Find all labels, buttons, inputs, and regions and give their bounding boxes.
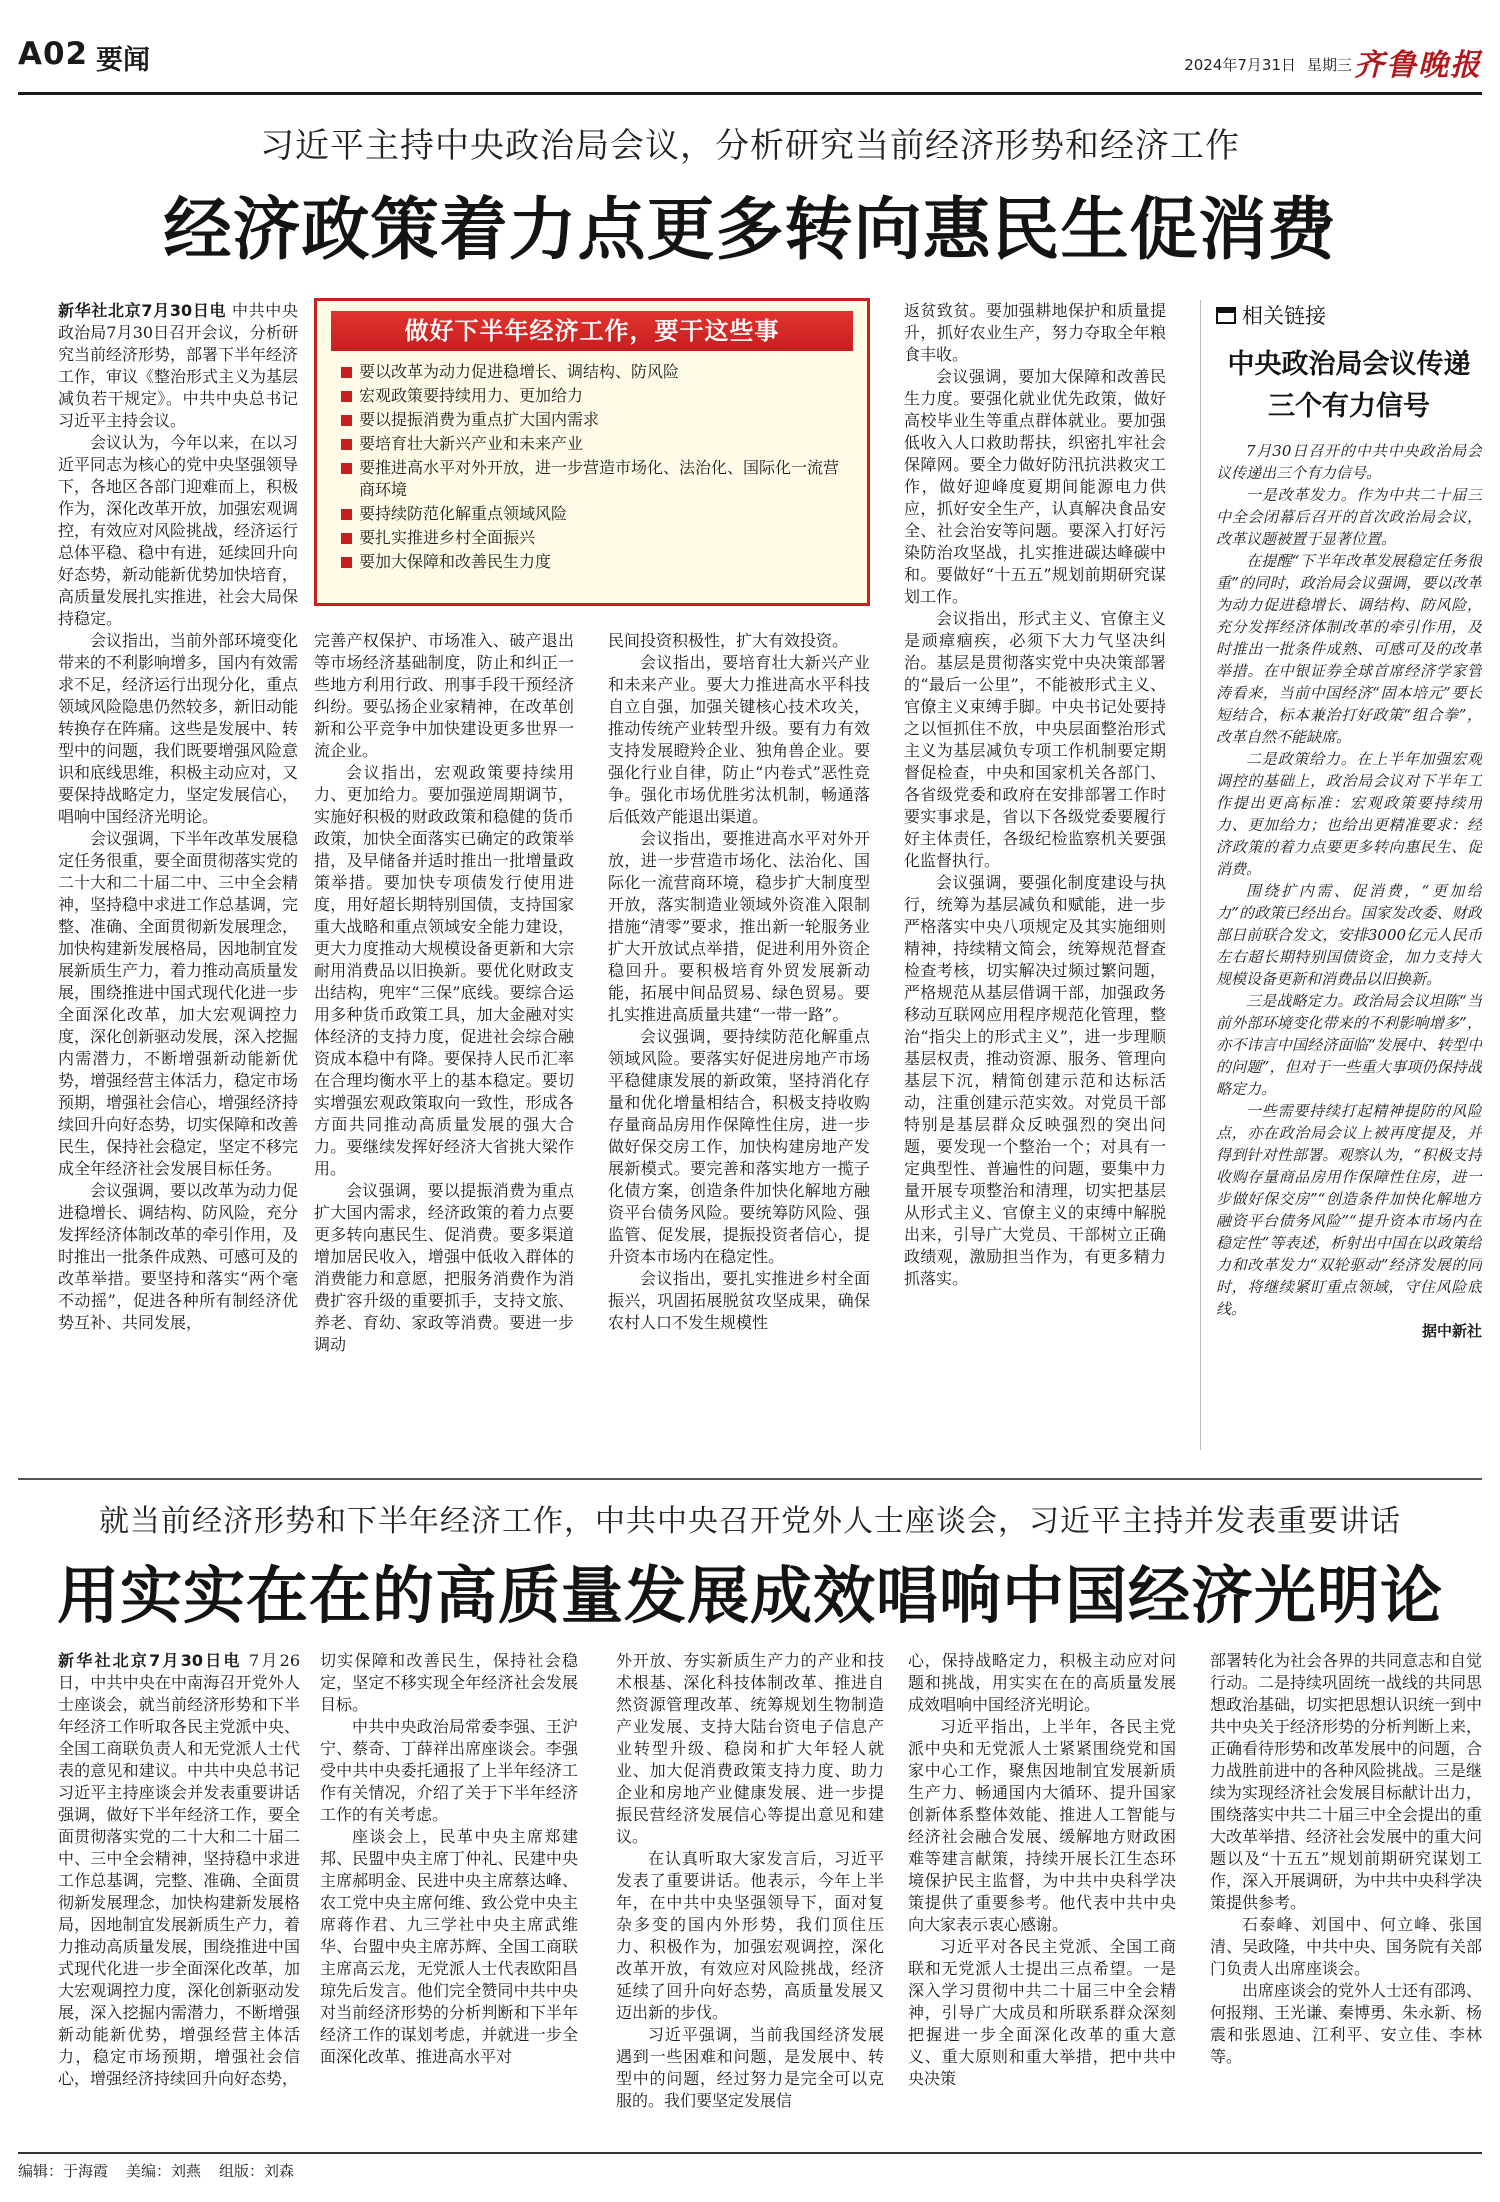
square-bullet-icon xyxy=(341,367,352,378)
key-task-item: 要加大保障和改善民生力度 xyxy=(341,551,853,573)
story2-paragraph: 习近平对各民主党派、全国工商联和无党派人士提出三点希望。一是深入学习贯彻中共二十届三中全会精神，引导广大成员和所联系群众深刻把握进一步全面深化改革的重大意义、重大原则和重大举措，把中共中央决策 xyxy=(908,1937,1176,2088)
related-link-body xyxy=(1216,440,1482,1450)
story2-paragraph: 切实保障和改善民生，保持社会稳定，坚定不移实现全年经济社会发展目标。 xyxy=(320,1651,578,1714)
key-task-item: 要扎实推进乡村全面振兴 xyxy=(341,527,853,549)
story2-paragraph: 在认真听取大家发言后，习近平发表了重要讲话。他表示，今年上半年，在中共中央坚强领导下，面对复杂多变的国内外形势，我们顶住压力、积极作为，加强宏观调控，深化改革开放，有效应对风险挑战，经济延续了回升向好态势，高质量发展又迈出新的步伐。 xyxy=(616,1849,884,2022)
story1-column-4 xyxy=(904,300,1166,1450)
story2-paragraph: 石泰峰、刘国中、何立峰、张国清、吴政隆，中共中央、国务院有关部门负责人出席座谈会。 xyxy=(1210,1915,1482,1978)
story2-column-1 xyxy=(58,1650,300,2146)
story2-paragraph: 心，保持战略定力，积极主动应对问题和挑战，用实实在在的高质量发展成效唱响中国经济光明论。 xyxy=(908,1651,1176,1714)
story1-paragraph: 完善产权保护、市场准入、破产退出等市场经济基础制度，防止和纠正一些地方利用行政、刑事手段干预经济纠纷。要弘扬企业家精神，在改革创新和公平竞争中加快建设更多世界一流企业。 xyxy=(314,631,574,760)
story2-paragraph: 习近平强调，当前我国经济发展遇到一些困难和问题，是发展中、转型中的问题，经过努力是完全可以克服的。我们要坚定发展信 xyxy=(616,2025,884,2110)
related-link-sidebar xyxy=(1216,300,1482,1460)
story1-paragraph: 会议指出，当前外部环境变化带来的不利影响增多，国内有效需求不足，经济运行出现分化，重点领域风险隐患仍然较多，新旧动能转换存在阵痛。这些是发展中、转型中的问题，我们既要增强风险意识和底线思维，积极主动应对，又要保持战略定力，坚定发展信心，唱响中国经济光明论。 xyxy=(58,631,298,826)
square-bullet-icon xyxy=(341,391,352,402)
story1-paragraph: 会议强调，要持续防范化解重点领域风险。要落实好促进房地产市场平稳健康发展的新政策，坚持消化存量和优化增量相结合，积极支持收购存量商品房用作保障性住房，进一步做好保交房工作，加快构建房地产发展新模式。要完善和落实地方一揽子化债方案，创造条件加快化解地方融资平台债务风险。要统筹防风险、强监管、促发展，提振投资者信心，提升资本市场内在稳定性。 xyxy=(608,1027,870,1266)
sidebar-paragraph: 一些需要持续打起精神提防的风险点，亦在政治局会议上被再度提及，并得到针对性部署。观察认为，“积极支持收购存量商品房用作保障性住房，进一步做好保交房”“创造条件加快化解地方融资平台债务风险”“提升资本市场内在稳定性”等表述，析射出中国在以政策给力和改革发力“双轮驱动”经济发展的同时，将继续紧盯重点领域，守住风险底线。 xyxy=(1216,1102,1482,1318)
story2-column-3 xyxy=(616,1650,884,2146)
square-bullet-icon xyxy=(341,509,352,520)
page-number: A02 xyxy=(18,36,89,72)
key-task-item: 要培育壮大新兴产业和未来产业 xyxy=(341,433,853,455)
story1-paragraph: 会议强调，要以提振消费为重点扩大国内需求，经济政策的着力点要更多转向惠民生、促消费。要多渠道增加居民收入，增强中低收入群体的消费能力和意愿，把服务消费作为消费扩容升级的重要抓手，支持文旅、养老、育幼、家政等消费。要进一步调动 xyxy=(314,1181,574,1354)
square-bullet-icon xyxy=(341,415,352,426)
square-bullet-icon xyxy=(341,439,352,450)
footer-rule xyxy=(18,2152,1482,2154)
story1-paragraph: 会议指出，形式主义、官僚主义是顽瘴痼疾，必须下大力气坚决纠治。基层是贯彻落实党中央决策部署的“最后一公里”，不能被形式主义、官僚主义束缚手脚。中央书记处要持之以恒抓住不放，中央层面整治形式主义为基层减负专项工作机制要定期督促检查，中央和国家机关各部门、各省级党委和政府在安排部署工作时要实事求是，省以下各级党委要履行好主体责任，各级纪检监察机关要强化监督执行。 xyxy=(904,609,1166,870)
key-task-item: 要持续防范化解重点领域风险 xyxy=(341,503,853,525)
key-task-item: 要以改革为动力促进稳增长、调结构、防风险 xyxy=(341,361,853,383)
story1-paragraph: 会议强调，下半年改革发展稳定任务很重，要全面贯彻落实党的二十大和二十届二中、三中全会精神，坚持稳中求进工作总基调，完整、准确、全面贯彻新发展理念，加快构建新发展格局，因地制宜发展新质生产力，着力推动高质量发展，围绕推进中国式现代化进一步全面深化改革，加大宏观调控力度，深化创新驱动发展，深入挖掘内需潜力，不断增强新动能新优势，增强经营主体活力，稳定市场预期，增强社会信心，增强经济持续回升向好态势，切实保障和改善民生，保持社会稳定，坚定不移完成全年经济社会发展目标任务。 xyxy=(58,829,298,1178)
story2-paragraph: 座谈会上，民革中央主席郑建邦、民盟中央主席丁仲礼、民建中央主席郝明金、民进中央主席蔡达峰、农工党中央主席何维、致公党中央主席蒋作君、九三学社中央主席武维华、台盟中央主席苏辉、全国工商联主席高云龙，无党派人士代表欧阳昌琼先后发言。他们完全赞同中共中央对当前经济形势的分析判断和下半年经济工作的谋划考虑，并就进一步全面深化改革、推进高水平对 xyxy=(320,1827,578,2066)
key-tasks-title: 做好下半年经济工作，要干这些事 xyxy=(331,311,853,351)
story2-paragraph: 外开放、夯实新质生产力的产业和技术根基、深化科技体制改革、推进自然资源管理改革、统筹规划生物制造产业发展、支持大陆台资电子信息产业转型升级、稳岗和扩大年轻人就业、加大促消费政策支持力度、助力企业和房地产业健康发展、进一步提振民营经济发展信心等提出意见和建议。 xyxy=(616,1651,884,1846)
key-task-item: 要以提振消费为重点扩大国内需求 xyxy=(341,409,853,431)
story1-column-2 xyxy=(314,630,574,1450)
story1-paragraph: 会议强调，要以改革为动力促进稳增长、调结构、防风险，充分发挥经济体制改革的牵引作用，及时推出一批条件成熟、可感可及的改革举措。要坚持和落实“两个毫不动摇”，促进各种所有制经济优势互补、共同发展， xyxy=(58,1181,298,1332)
story2-headline: 用实实在在的高质量发展成效唱响中国经济光明论 xyxy=(56,1559,1443,1632)
issue-date: 2024年7月31日 xyxy=(1184,56,1296,74)
window-icon xyxy=(1216,307,1236,324)
credits-footer xyxy=(18,2160,294,2181)
column-divider xyxy=(1200,300,1201,1450)
story2-column-2 xyxy=(320,1650,578,2146)
story1-paragraph: 会议强调，要加大保障和改善民生力度。要强化就业优先政策，做好高校毕业生等重点群体就业。要加强低收入人口救助帮扶，织密扎牢社会保障网。要全力做好防汛抗洪救灾工作，做好迎峰度夏期间能源电力供应，抓好安全生产，认真解决食品安全、社会治安等问题。要深入打好污染防治攻坚战，扎实推进碳达峰碳中和。要做好“十五五”规划前期研究谋划工作。 xyxy=(904,367,1166,606)
header-rule xyxy=(18,92,1482,95)
key-tasks-box xyxy=(314,298,870,606)
story-divider xyxy=(18,1478,1482,1480)
sidebar-paragraph: 二是政策给力。在上半年加强宏观调控的基础上，政治局会议对下半年工作提出更高标准：宏观政策要持续用力、更加给力；也给出更精准要求：经济政策的着力点要更多转向惠民生、促消费。 xyxy=(1216,750,1482,878)
masthead xyxy=(18,36,1482,83)
key-task-item: 宏观政策要持续用力、更加给力 xyxy=(341,385,853,407)
story1-paragraph: 返贫致贫。要加强耕地保护和质量提升，抓好农业生产，努力夺取全年粮食丰收。 xyxy=(904,301,1166,364)
square-bullet-icon xyxy=(341,557,352,568)
story1-column-3 xyxy=(608,630,870,1450)
square-bullet-icon xyxy=(341,533,352,544)
story2-kicker: 就当前经济形势和下半年经济工作，中共中央召开党外人士座谈会，习近平主持并发表重要讲话 xyxy=(99,1504,1401,1539)
story1-dateline: 新华社北京7月30日电 xyxy=(58,301,227,320)
related-link-label: 相关链接 xyxy=(1216,300,1482,330)
story2-column-5 xyxy=(1210,1650,1482,2146)
editor-credit: 编辑：于海霞 xyxy=(18,2162,109,2180)
story2-column-4 xyxy=(908,1650,1176,2146)
sidebar-paragraph: 在提醒“下半年改革发展稳定任务很重”的同时，政治局会议强调，要以改革为动力促进稳增长、调结构、防风险，充分发挥经济体制改革的牵引作用，及时推出一批条件成熟、可感可及的改革举措。在中银证券全球首席经济学家管涛看来，当前中国经济“固本培元”要长短结合，标本兼治打好政策“组合拳”，改革自然不能缺席。 xyxy=(1216,552,1482,746)
key-task-item: 要推进高水平对外开放，进一步营造市场化、法治化、国际化一流营商环境 xyxy=(341,457,853,501)
story2-paragraph: 部署转化为社会各界的共同意志和自觉行动。二是持续巩固统一战线的共同思想政治基础，切实把思想认识统一到中共中央关于经济形势的分析判断上来，正确看待形势和改革发展中的问题，合力战胜前进中的各种风险挑战。三是继续为实现经济社会发展目标献计出力，围绕落实中共二十届三中全会提出的重大改革举措、经济社会发展中的重大问题以及“十五五”规划前期研究谋划工作，深入开展调研，为中共中央科学决策提供参考。 xyxy=(1210,1651,1482,1912)
story1-kicker: 习近平主持中央政治局会议，分析研究当前经济形势和经济工作 xyxy=(260,126,1240,166)
related-link-title: 中央政治局会议传递三个有力信号 xyxy=(1227,349,1471,422)
section-name: 要闻 xyxy=(96,45,150,76)
sidebar-paragraph: 一是改革发力。作为中共二十届三中全会闭幕后召开的首次政治局会议，改革议题被置于显著位置。 xyxy=(1216,486,1482,548)
story1-paragraph: 会议指出，宏观政策要持续用力、更加给力。要加强逆周期调节，实施好积极的财政政策和稳健的货币政策，加快全面落实已确定的政策举措，及早储备并适时推出一批增量政策举措。要加快专项债发行使用进度，用好超长期特别国债，支持国家重大战略和重点领域安全能力建设，更大力度推动大规模设备更新和大宗耐用消费品以旧换新。要优化财政支出结构，兜牢“三保”底线。要综合运用多种货币政策工具，加大金融对实体经济的支持力度，促进社会综合融资成本稳中有降。要保持人民币汇率在合理均衡水平上的基本稳定。要切实增强宏观政策取向一致性，形成各方面共同推动高质量发展的强大合力。要继续发挥好经济大省挑大梁作用。 xyxy=(314,763,574,1178)
story2-paragraph: 出席座谈会的党外人士还有邵鸿、何报翔、王光谦、秦博勇、朱永新、杨震和张恩迪、江利平、安立佳、李林等。 xyxy=(1210,1981,1482,2066)
story1-paragraph: 中共中央政治局7月30日召开会议，分析研究当前经济形势，部署下半年经济工作，审议《整治形式主义为基层减负若干规定》。中共中央总书记习近平主持会议。 xyxy=(58,301,298,430)
story1-paragraph: 会议指出，要推进高水平对外开放，进一步营造市场化、法治化、国际化一流营商环境，稳步扩大制度型开放，落实制造业领域外资准入限制措施“清零”要求，推出新一轮服务业扩大开放试点举措，促进利用外资企稳回升。要积极培育外贸发展新动能，拓展中间品贸易、绿色贸易。要扎实推进高质量共建“一带一路”。 xyxy=(608,829,870,1024)
sidebar-paragraph: 围绕扩内需、促消费，“更加给力”的政策已经出台。国家发改委、财政部日前联合发文，安排3000亿元人民币左右超长期特别国债资金，加力支持大规模设备更新和消费品以旧换新。 xyxy=(1216,882,1482,988)
sidebar-paragraph: 三是战略定力。政治局会议坦陈“当前外部环境变化带来的不利影响增多”，亦不讳言中国经济面临“发展中、转型中的问题”，但对于一些重大事项仍保持战略定力。 xyxy=(1216,992,1482,1098)
story1-paragraph: 会议指出，要培育壮大新兴产业和未来产业。要大力推进高水平科技自立自强，加强关键核心技术攻关，推动传统产业转型升级。要有力有效支持发展瞪羚企业、独角兽企业。要强化行业自律，防止“内卷式”恶性竞争。强化市场优胜劣汰机制，畅通落后低效产能退出渠道。 xyxy=(608,653,870,826)
story1-paragraph: 民间投资积极性，扩大有效投资。 xyxy=(608,631,849,650)
designer-credit: 美编：刘燕 xyxy=(126,2162,202,2180)
story1-paragraph: 会议认为，今年以来，在以习近平同志为核心的党中央坚强领导下，各地区各部门迎难而上，积极作为，深化改革开放，加强宏观调控，有效应对风险挑战，经济运行总体平稳、稳中有进，延续回升向好态势，新动能新优势加快培育，高质量发展扎实推进，社会大局保持稳定。 xyxy=(58,433,298,628)
layout-credit: 组版：刘森 xyxy=(219,2162,295,2180)
story2-paragraph: 7月26日，中共中央在中南海召开党外人士座谈会，就当前经济形势和下半年经济工作听取各民主党派中央、全国工商联负责人和无党派人士代表的意见和建议。中共中央总书记习近平主持座谈会并发表重要讲话强调，做好下半年经济工作，要全面贯彻落实党的二十大和二十届二中、三中全会精神，坚持稳中求进工作总基调，完整、准确、全面贯彻新发展理念，加快构建新发展格局，因地制宜发展新质生产力，着力推动高质量发展，围绕推进中国式现代化进一步全面深化改革，加大宏观调控力度，深化创新驱动发展，深入挖掘内需潜力，不断增强新动能新优势，增强经营主体活力，稳定市场预期，增强社会信心，增强经济持续回升向好态势， xyxy=(58,1651,300,2088)
story1-column-1 xyxy=(58,300,298,1450)
story1-paragraph: 会议指出，要扎实推进乡村全面振兴，巩固拓展脱贫攻坚成果，确保农村人口不发生规模性 xyxy=(608,1269,870,1332)
issue-weekday: 星期三 xyxy=(1306,56,1352,74)
story2-dateline: 新华社北京7月30日电 xyxy=(58,1651,242,1670)
square-bullet-icon xyxy=(341,463,352,474)
story2-paragraph: 习近平指出，上半年，各民主党派中央和无党派人士紧紧围绕党和国家中心工作，聚焦因地制宜发展新质生产力、畅通国内大循环、提升国家创新体系整体效能、推进人工智能与经济社会融合发展、缓解地方财政困难等建言献策，持续开展长江生态环境保护民主监督，为中共中央科学决策提供了重要参考。他代表中共中央向大家表示衷心感谢。 xyxy=(908,1717,1176,1934)
sidebar-source: 据中新社 xyxy=(1421,1322,1482,1340)
story1-headline: 经济政策着力点更多转向惠民生促消费 xyxy=(163,190,1337,270)
newspaper-logo: 齐鲁晚报 xyxy=(1354,48,1482,83)
story1-paragraph: 会议强调，要强化制度建设与执行，统筹为基层减负和赋能，进一步严格落实中央八项规定及其实施细则精神，持续精文简会，统筹规范督查检查考核，切实解决过频过繁问题，严格规范从基层借调干部，加强政务移动互联网应用程序规范化管理，整治“指尖上的形式主义”，进一步理顺基层权责，推动资源、服务、管理向基层下沉，精简创建示范和达标活动，注重创建示范实效。对党员干部特别是基层群众反映强烈的突出问题，要发现一个整治一个；对具有一定典型性、普遍性的问题，要集中力量开展专项整治和清理，切实把基层从形式主义、官僚主义的束缚中解脱出来，引导广大党员、干部树立正确政绩观，激励担当作为，有更多精力抓落实。 xyxy=(904,873,1166,1288)
key-tasks-list xyxy=(341,361,853,573)
story2-paragraph: 中共中央政治局常委李强、王沪宁、蔡奇、丁薛祥出席座谈会。李强受中共中央委托通报了上半年经济工作有关情况，介绍了关于下半年经济工作的有关考虑。 xyxy=(320,1717,578,1824)
sidebar-paragraph: 7月30日召开的中共中央政治局会议传递出三个有力信号。 xyxy=(1216,442,1482,482)
